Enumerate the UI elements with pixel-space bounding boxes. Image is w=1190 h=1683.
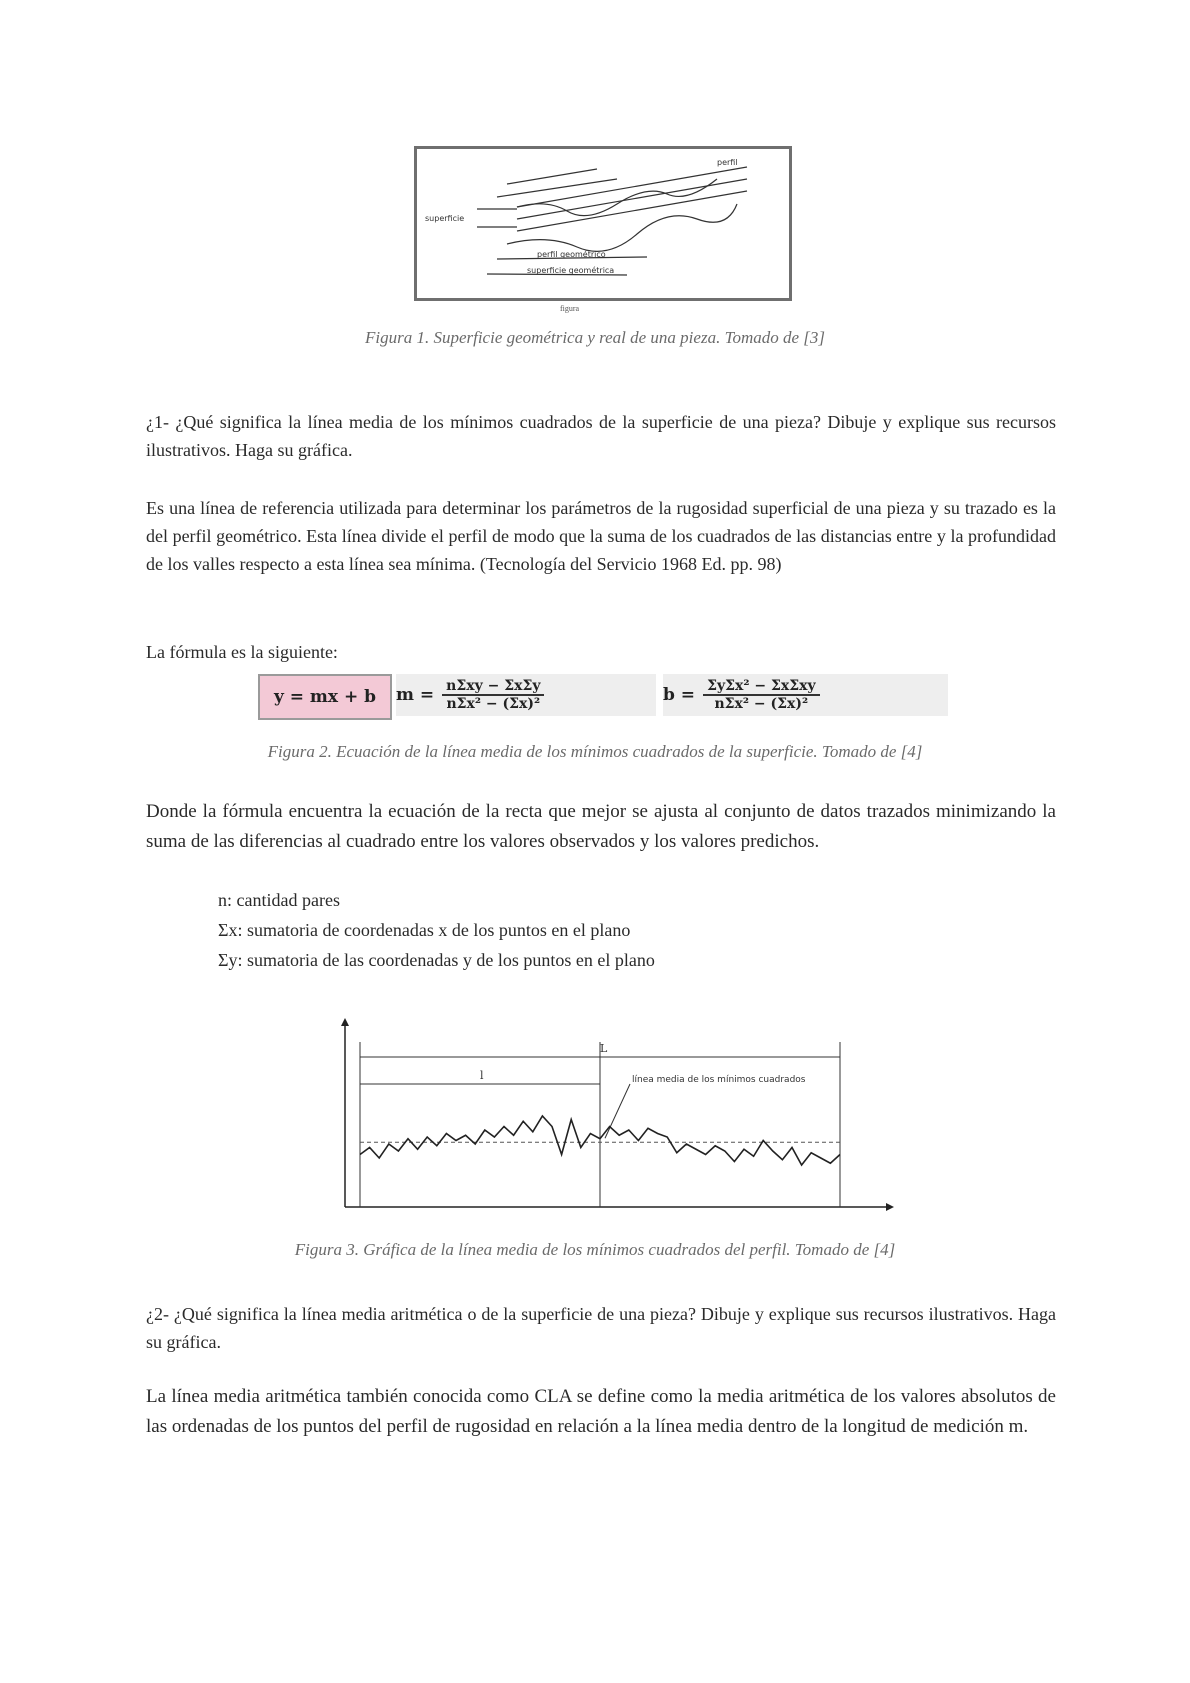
question-2: ¿2- ¿Qué significa la línea media aritmética o de la superficie de una pieza? Dibuje y explique sus recursos ilustrativos. Haga su gráfica. [146, 1304, 1056, 1352]
intercept-lhs: b = [663, 685, 696, 705]
annotation-label: línea media de los mínimos cuadrados [632, 1075, 806, 1085]
y-axis-arrow [341, 1018, 349, 1026]
formula-image [258, 668, 948, 724]
bracket-L-label: L [600, 1042, 608, 1055]
formula-intro: La fórmula es la siguiente: [146, 642, 338, 662]
bracket-l-label: l [480, 1069, 484, 1082]
list-item: Σy: sumatoria de las coordenadas y de los puntos en el plano [218, 950, 655, 970]
diagram-label-3: perfil geométrico [537, 250, 606, 259]
list-item: Σx: sumatoria de coordenadas x de los puntos en el plano [218, 920, 631, 940]
answer-3: La línea media aritmética también conocida como CLA se define como la media aritmética de los valores absolutos de las ordenadas de los puntos del perfil de rugosidad en relación a la línea media dentro de la longitud de medición m. [146, 1386, 1056, 1437]
surface-figure [414, 146, 792, 301]
slope-denominator: nΣx² − (Σx)² [446, 696, 541, 712]
slope-lhs: m = [396, 685, 435, 705]
figure1-caption: Figura 1. Superficie geométrica y real de una pieza. Tomado de [3] [364, 328, 826, 347]
annotation-leader [605, 1084, 630, 1138]
surface-diagram [417, 149, 789, 298]
linear-equation-box [258, 674, 392, 720]
diagram-label-4: superficie geométrica [527, 266, 615, 275]
diagram-label-1: superficie [425, 214, 465, 223]
intercept-numerator: ΣyΣx² − ΣxΣxy [703, 678, 820, 696]
slope-numerator: nΣxy − ΣxΣy [442, 678, 544, 696]
list-item: n: cantidad pares [218, 890, 340, 910]
intercept-denominator: nΣx² − (Σx)² [714, 696, 809, 712]
x-axis-arrow [886, 1203, 894, 1211]
figure1-sub-label: figura [560, 304, 580, 313]
profile-chart [300, 1012, 900, 1242]
question-1: ¿1- ¿Qué significa la línea media de los mínimos cuadrados de la superficie de una pieza? Dibuje y explique sus recursos ilustrativos. Haga su gráfica. [146, 412, 1056, 460]
figure3-caption: Figura 3. Gráfica de la línea media de los mínimos cuadrados del perfil. Tomado de [4] [294, 1240, 896, 1259]
linear-equation: y = mx + b [273, 687, 377, 707]
answer-2: Donde la fórmula encuentra la ecuación de la recta que mejor se ajusta al conjunto de datos trazados minimizando la suma de las diferencias al cuadrado entre los valores observados y los valores predichos. [146, 801, 1056, 852]
figure2-caption: Figura 2. Ecuación de la línea media de los mínimos cuadrados de la superficie. Tomado de [4] [267, 742, 923, 761]
diagram-label-2: perfil [717, 158, 738, 167]
slope-formula [396, 674, 656, 716]
intercept-formula [663, 674, 948, 716]
answer-1: Es una línea de referencia utilizada para determinar los parámetros de la rugosidad superficial de una pieza y su trazado es la del perfil geométrico. Esta línea divide el perfil de modo que la suma de los cuadrados de las distancias entre y la profundidad de los valles respecto a esta línea sea mínima. (Tecnología del Servicio 1968 Ed. pp. 98) [146, 498, 1056, 574]
profile-chart-svg [300, 1012, 900, 1242]
